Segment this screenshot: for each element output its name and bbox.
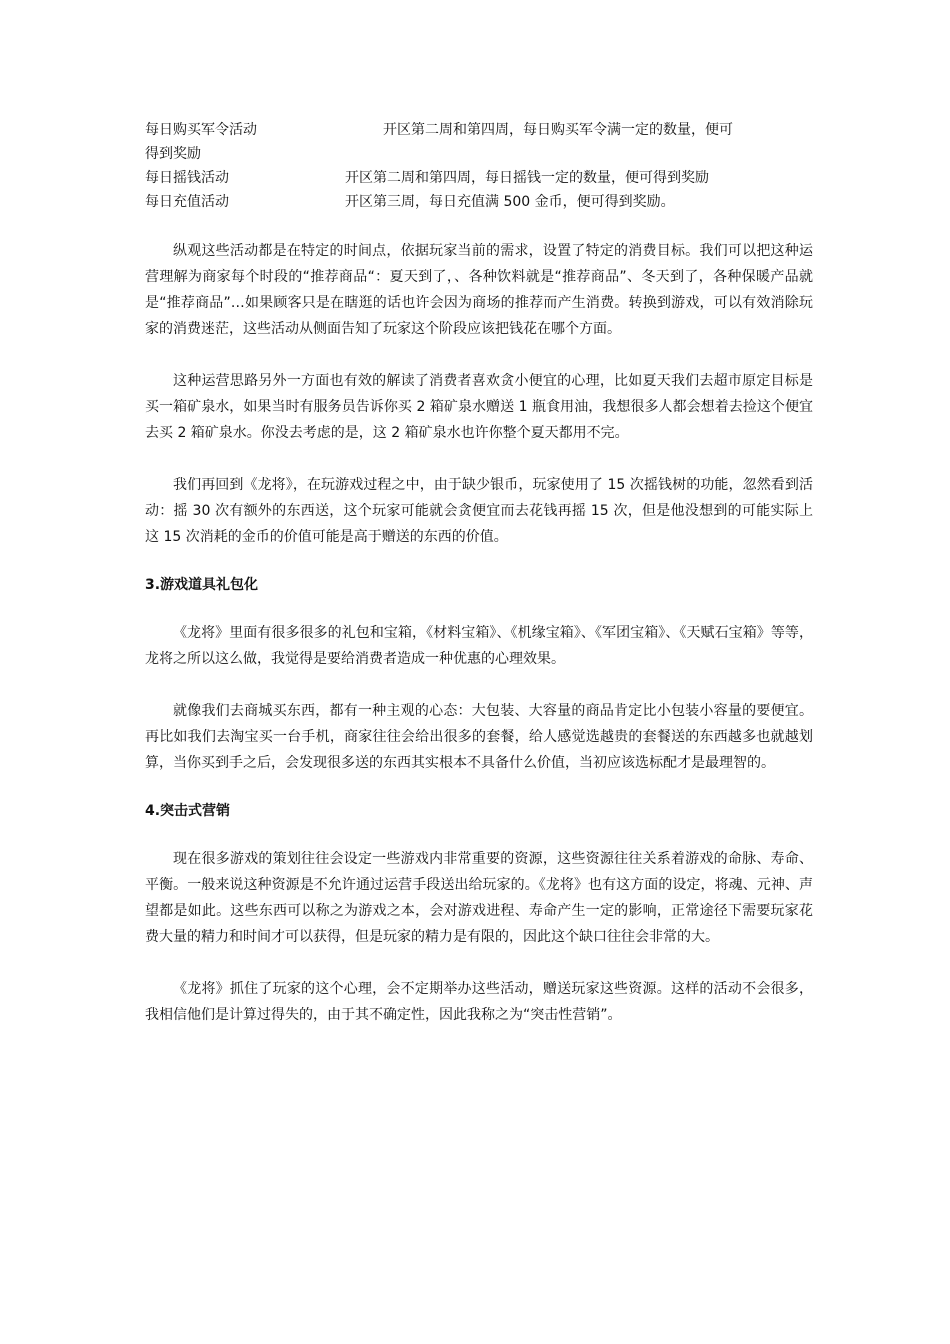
activity-row [145,190,813,214]
paragraph-bargain-psychology: 这种运营思路另外一方面也有效的解读了消费者喜欢贪小便宜的心理，比如夏天我们去超市原定目标是买一箱矿泉水，如果当时有服务员告诉你买 2 箱矿泉水赠送 1 瓶食用油，我想很多人都会想着去捡这个便宜去买 2 箱矿泉水。你没去考虑的是，这 2 箱矿泉水也许你整个夏天都用不完。 [145,373,813,441]
section-heading-3: 3.游戏道具礼包化 [145,577,259,593]
activity-name: 每日摇钱活动 [145,170,229,186]
activity-row [145,166,813,190]
paragraph-shopping-analogy: 就像我们去商城买东西，都有一种主观的心态：大包装、大容量的商品肯定比小包装小容量的要便宜。再比如我们去淘宝买一台手机，商家往往会给出很多的套餐，给人感觉选越贵的套餐送的东西越多也就越划算，当你买到手之后，会发现很多送的东西其实根本不具备什么价值，当初应该选标配才是最理智的。 [145,703,813,771]
activity-row [145,118,813,142]
document-page [145,118,813,1028]
paragraph-recommended-goods: 纵观这些活动都是在特定的时间点，依据玩家当前的需求，设置了特定的消费目标。我们可以把这种运营理解为商家每个时段的“推荐商品“：夏天到了，、各种饮料就是“推荐商品”、冬天到了，各种保暖产品就是“推荐商品”…如果顾客只是在瞎逛的话也许会因为商场的推荐而产生消费。转换到游戏，可以有效消除玩家的消费迷茫，这些活动从侧面告知了玩家这个阶段应该把钱花在哪个方面。 [145,243,813,337]
activity-description: 开区第三周，每日充值满 500 金币，便可得到奖励。 [345,194,675,210]
paragraph-gift-packs: 《龙将》里面有很多很多的礼包和宝箱，《材料宝箱》、《机缘宝箱》、《军团宝箱》、《天赋石宝箱》等等，龙将之所以这么做，我觉得是要给消费者造成一种优惠的心理效果。 [145,625,813,667]
activity-description-continued: 得到奖励 [145,146,201,162]
activity-name: 每日购买军令活动 [145,122,257,138]
activity-name: 每日充值活动 [145,194,229,210]
activity-description: 开区第二周和第四周，每日摇钱一定的数量，便可得到奖励 [345,170,709,186]
paragraph-core-resources: 现在很多游戏的策划往往会设定一些游戏内非常重要的资源，这些资源往往关系着游戏的命脉、寿命、平衡。一般来说这种资源是不允许通过运营手段送出给玩家的。《龙将》也有这方面的设定，将魂、元神、声望都是如此。这些东西可以称之为游戏之本，会对游戏进程、寿命产生一定的影响，正常途径下需要玩家花费大量的精力和时间才可以获得，但是玩家的精力是有限的，因此这个缺口往往会非常的大。 [145,851,813,945]
paragraph-longjiang-example: 我们再回到《龙将》，在玩游戏过程之中，由于缺少银币，玩家使用了 15 次摇钱树的功能，忽然看到活动：摇 30 次有额外的东西送，这个玩家可能就会贪便宜而去花钱再摇 15 次，但是他没想到的可能实际上这 15 次消耗的金币的价值可能是高于赠送的东西的价值。 [145,477,813,545]
section-heading-4: 4.突击式营销 [145,803,231,819]
paragraph-surprise-marketing: 《龙将》抓住了玩家的这个心理，会不定期举办这些活动，赠送玩家这些资源。这样的活动不会很多，我相信他们是计算过得失的，由于其不确定性，因此我称之为“突击性营销”。 [145,981,813,1023]
activity-description: 开区第二周和第四周，每日购买军令满一定的数量，便可 [383,122,733,138]
